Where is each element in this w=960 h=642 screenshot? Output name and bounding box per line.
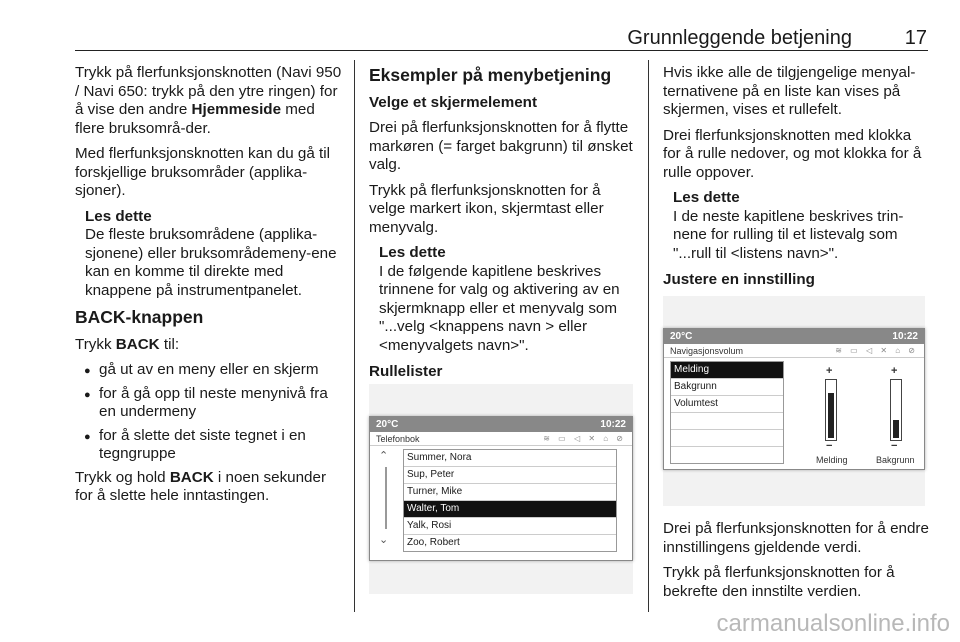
plus-icon[interactable]: + bbox=[891, 365, 898, 377]
list-item-selected[interactable]: Walter, Tom bbox=[404, 501, 616, 518]
illustration-scroll-list bbox=[369, 384, 633, 594]
note-text: I de følgende kapitlene beskrives trinnene for valg og aktivering av en skjermknapp eller et menyvalg som "...velg <knappens navn > eller <menyvalgets navn>". bbox=[379, 262, 620, 354]
bullet-list bbox=[75, 361, 345, 464]
text: med flere bruksområ-der. bbox=[75, 101, 315, 137]
text: Trykk og hold bbox=[75, 468, 170, 486]
note-box bbox=[663, 189, 931, 263]
section-heading: Eksempler på menybetjening bbox=[369, 65, 612, 85]
column-3 bbox=[663, 64, 931, 297]
screen-title-bar bbox=[370, 432, 632, 446]
note-text: I de neste kapitlene beskrives trin-nene for rulling til et listevalg som "...rull til <listens navn>". bbox=[673, 207, 904, 262]
scroll-down-icon[interactable]: ⌄ bbox=[379, 534, 389, 546]
paragraph: Drei flerfunksjonsknotten med klokka for å rulle nedover, og mot klokka for å rulle oppover. bbox=[663, 126, 922, 181]
column-divider-1 bbox=[354, 60, 355, 612]
subheading: Justere en innstilling bbox=[663, 271, 815, 288]
status-icons: ≋ ▭ ◁ ✕ ⌂ ⊘ bbox=[835, 346, 918, 355]
settings-list bbox=[670, 361, 784, 464]
list-item[interactable]: Bakgrunn bbox=[671, 379, 783, 396]
slider-label: Bakgrunn bbox=[876, 455, 915, 465]
list-item[interactable]: Turner, Mike bbox=[404, 484, 616, 501]
text: Trykk på flerfunksjonsknotten (Navi 950 / Navi 650: trykk på den ytre ringen) for å vise den andre bbox=[75, 64, 342, 118]
slider-fill bbox=[893, 420, 899, 438]
text: Trykk bbox=[75, 335, 116, 353]
page-header-title: Grunnleggende betjening bbox=[627, 27, 852, 49]
slider-fill bbox=[828, 393, 834, 438]
list-item: ● for å slette det siste tegnet i en tegngruppe bbox=[75, 427, 345, 464]
text: til: bbox=[159, 335, 180, 353]
watermark: carmanualsonline.info bbox=[716, 610, 950, 637]
list-item[interactable]: Summer, Nora bbox=[404, 450, 616, 467]
paragraph bbox=[75, 64, 345, 138]
infotainment-screen bbox=[369, 416, 633, 561]
infotainment-screen bbox=[663, 328, 925, 470]
list-item[interactable]: Yalk, Rosi bbox=[404, 518, 616, 535]
screen-title: Navigasjonsvolum bbox=[670, 345, 744, 356]
clock: 10:22 bbox=[892, 331, 918, 342]
paragraph bbox=[75, 469, 345, 506]
paragraph: Trykk på flerfunksjonsknotten for å velge markert ikon, skjermtast eller menyvalg. bbox=[369, 181, 604, 236]
paragraph bbox=[75, 336, 345, 355]
column-divider-2 bbox=[648, 60, 649, 612]
list-item[interactable]: Zoo, Robert bbox=[407, 537, 460, 548]
list-item: ● for å gå opp til neste menynivå fra en undermeny bbox=[75, 385, 345, 422]
column-1 bbox=[75, 64, 345, 513]
note-heading: Les dette bbox=[673, 189, 740, 206]
list-item-selected[interactable]: Melding bbox=[671, 362, 783, 379]
note-box bbox=[369, 244, 641, 355]
note-text: De fleste bruksområdene (applika-sjonene) eller bruksområdemeny-ene kan en komme til direkte med knappene på instrumentpanelet. bbox=[85, 226, 337, 299]
temperature: 20°C bbox=[670, 331, 693, 342]
slider-label: Melding bbox=[816, 455, 848, 465]
text: i noen sekunder for å slette hele inntastingen. bbox=[75, 468, 327, 504]
scrollbar[interactable] bbox=[385, 467, 387, 529]
page-number: 17 bbox=[904, 27, 927, 49]
status-bar bbox=[664, 329, 924, 344]
minus-icon[interactable]: − bbox=[891, 440, 898, 452]
paragraph: Trykk på flerfunksjonsknotten for å bekrefte den innstilte verdien. bbox=[663, 564, 895, 600]
list-item[interactable]: Volumtest bbox=[671, 396, 783, 413]
bold-term: BACK bbox=[169, 468, 214, 486]
status-bar bbox=[370, 417, 632, 432]
paragraph: Med flerfunksjonsknotten kan du gå til forskjellige bruksområder (applika-sjoner). bbox=[75, 145, 330, 199]
minus-icon[interactable]: − bbox=[826, 440, 833, 452]
status-icons: ≋ ▭ ◁ ✕ ⌂ ⊘ bbox=[543, 434, 626, 443]
paragraph: Drei på flerfunksjonsknotten for å endre innstillingens gjeldende verdi. bbox=[663, 520, 929, 556]
paragraph: Drei på flerfunksjonsknotten for å flytte markøren (= farget bakgrunn) til ønsket valg. bbox=[369, 119, 633, 173]
list-item bbox=[671, 430, 783, 447]
column-2 bbox=[369, 64, 641, 389]
list-item bbox=[671, 413, 783, 430]
column-3-lower bbox=[663, 520, 931, 608]
subheading: Velge et skjermelement bbox=[369, 93, 537, 111]
note-heading: Les dette bbox=[379, 244, 446, 261]
header-rule bbox=[75, 50, 928, 51]
section-heading: BACK-knappen bbox=[75, 307, 204, 327]
list-item bbox=[671, 447, 783, 463]
screen-title-bar bbox=[664, 344, 924, 358]
contact-list bbox=[403, 449, 617, 552]
illustration-adjust-setting bbox=[663, 296, 925, 506]
paragraph: Hvis ikke alle de tilgjengelige menyal-ternativene på en liste kan vises på skjermen, vises et rullefelt. bbox=[663, 64, 916, 118]
temperature: 20°C bbox=[376, 419, 399, 430]
note-box bbox=[75, 208, 345, 301]
list-item: ● gå ut av en meny eller en skjerm bbox=[75, 361, 345, 380]
bold-term: Hjemmeside bbox=[191, 101, 282, 118]
bold-term: BACK bbox=[115, 335, 160, 353]
volume-slider-melding[interactable] bbox=[825, 379, 837, 441]
note-heading: Les dette bbox=[85, 207, 152, 225]
volume-slider-bakgrunn[interactable] bbox=[890, 379, 902, 441]
scroll-up-icon[interactable]: ⌃ bbox=[379, 450, 389, 462]
list-item[interactable]: Sup, Peter bbox=[404, 467, 616, 484]
plus-icon[interactable]: + bbox=[826, 365, 833, 377]
clock: 10:22 bbox=[600, 419, 626, 430]
subheading: Rullelister bbox=[369, 363, 443, 380]
screen-title: Telefonbok bbox=[376, 433, 420, 444]
